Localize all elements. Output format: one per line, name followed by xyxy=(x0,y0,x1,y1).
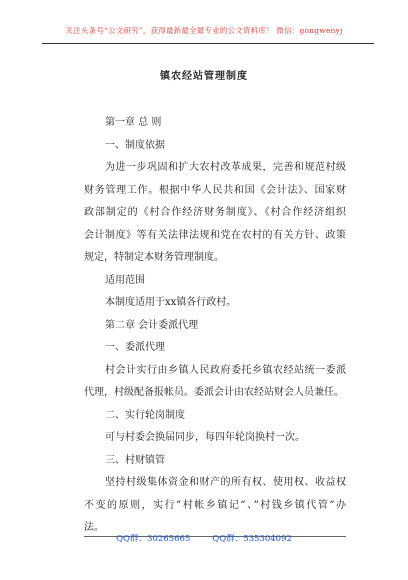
document-title: 镇农经站管理制度 xyxy=(160,71,248,82)
paragraph-line: 村会计实行由乡镇人民政府委托乡镇农经站统一委派 xyxy=(105,364,346,376)
paragraph-line: 政部制定的《村合作经济财务制度》、《村合作经济组织 xyxy=(84,207,346,218)
paragraph-line: 坚持村级集体资金和财产的所有权、使用权、收益权 xyxy=(105,477,346,488)
section-heading: 适用范围 xyxy=(105,274,145,286)
chapter-heading: 第二章 会计委派代理 xyxy=(105,319,199,331)
paragraph-line: 为进一步巩固和扩大农村改革成果，完善和规范村级 xyxy=(105,162,346,173)
paragraph-line: 规定，特制定本财务管理制度。 xyxy=(84,252,224,263)
paragraph-line: 会计制度》等有关法律法规和党在农村的有关方针、政策 xyxy=(84,229,346,241)
paragraph-line: 代理，村级配备报帐员。委派会计由农经站财会人员兼任。 xyxy=(84,387,344,398)
chapter-heading: 第一章 总 则 xyxy=(105,117,162,128)
header-promo-text: 关注头条号“公文研究”，获得最新最全最专业的公文资料库！ 微信：gongwenyj xyxy=(65,26,343,35)
section-heading: 一、制度依据 xyxy=(105,139,165,151)
document-body xyxy=(84,112,346,540)
section-heading: 二、实行轮岗制度 xyxy=(105,409,185,421)
footer-qq-group-1: QQ群：30265665 xyxy=(116,534,191,544)
paragraph-line: 不变的原则，实行”村帐乡镇记”、”村钱乡镇代管”办 xyxy=(84,499,346,511)
footer-qq-group-2: QQ群：535304092 xyxy=(212,534,292,544)
watermark-header xyxy=(0,25,408,36)
paragraph-line: 可与村委会换届同步，每四年轮岗换村一次。 xyxy=(105,432,305,443)
paragraph-line: 财务管理工作。根据中华人民共和国《会计法》、国家财 xyxy=(84,184,346,196)
paragraph-line: 本制度适用于xx镇各行政村。 xyxy=(105,297,237,308)
section-heading: 三、村财镇管 xyxy=(105,454,165,466)
paragraph-line: 法。 xyxy=(84,522,104,533)
watermark-footer xyxy=(0,532,408,544)
section-heading: 一、委派代理 xyxy=(105,342,165,353)
header-divider xyxy=(42,43,374,44)
